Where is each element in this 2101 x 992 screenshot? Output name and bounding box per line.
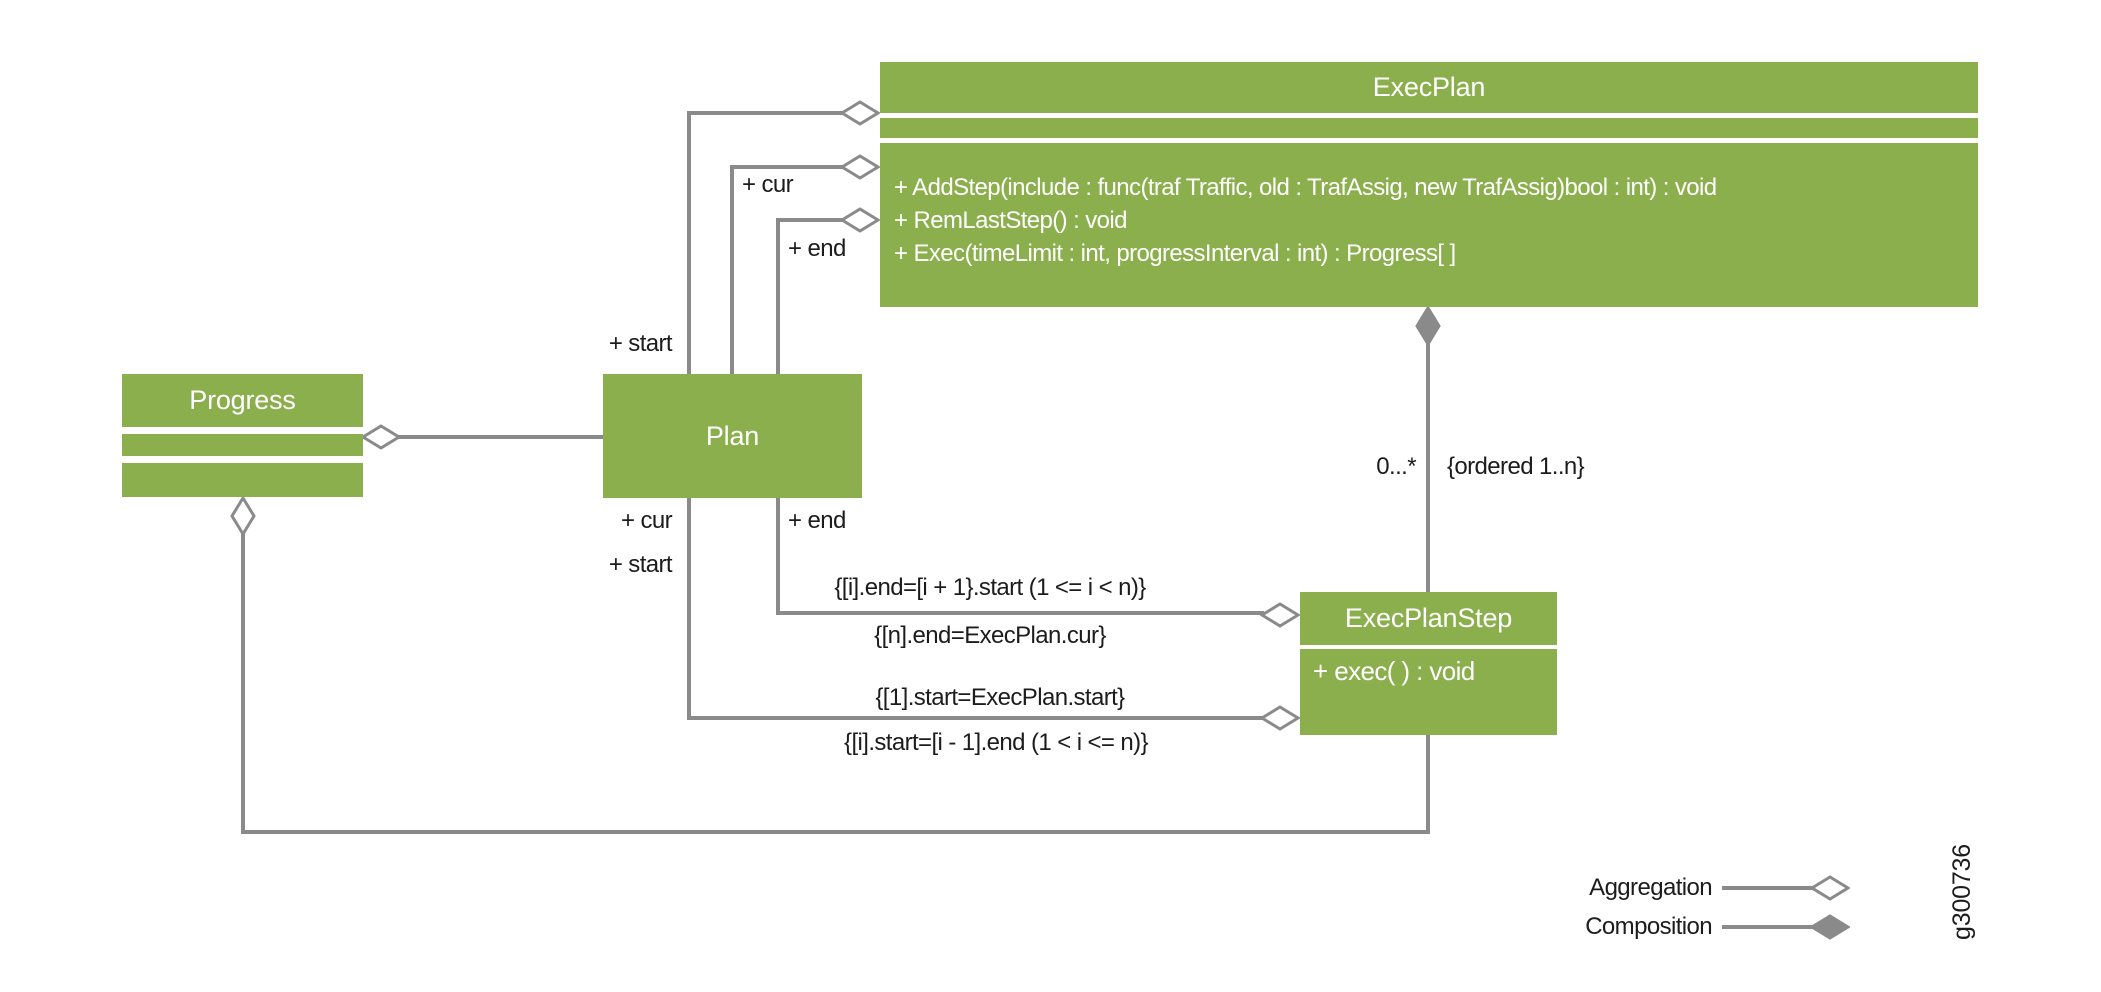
role-label-plan-bottom-end: + end (788, 507, 846, 534)
aggregation-diamond-icon (1260, 601, 1300, 629)
multiplicity-label-steps: 0...* (1376, 453, 1416, 480)
class-execplanstep-title (1300, 592, 1557, 645)
class-execplan-methods (880, 143, 1978, 307)
class-name: Plan (705, 420, 760, 451)
class-progress (122, 374, 363, 497)
constraint-label-start-chain: {[i].start=[i - 1].end (1 < i <= n)} (844, 729, 1148, 756)
ordered-constraint-label: {ordered 1..n} (1447, 453, 1585, 480)
class-progress-attributes (122, 434, 363, 456)
aggregation-diamond-icon (840, 153, 880, 181)
role-label-plan-top-start: + start (608, 330, 672, 357)
class-execplanstep-methods (1300, 649, 1557, 688)
connector-plan-step-start-vertical (687, 498, 691, 720)
connector-plan-execplan-end-vertical (776, 218, 780, 374)
aggregation-diamond-icon (840, 99, 880, 127)
connector-plan-step-end-horizontal (776, 611, 1264, 615)
legend-composition-line (1722, 925, 1814, 929)
connector-plan-execplan-cur-horizontal (730, 165, 843, 169)
role-label-plan-bottom-cur: + cur (620, 507, 672, 534)
class-execplan-attributes (880, 118, 1978, 138)
method-signature: + AddStep(include : func(traf Traffic, old : TrafAssig, new TrafAssig)bool : int) : void (894, 174, 1717, 201)
composition-diamond-icon (1414, 306, 1442, 346)
role-label-plan-top-cur: + cur (742, 171, 794, 198)
class-execplanstep (1300, 592, 1557, 735)
class-plan (603, 374, 862, 498)
legend-aggregation-label: Aggregation (1589, 874, 1712, 901)
connector-progress-plan-horizontal (397, 435, 603, 439)
figure-id-label: g300736 (1948, 844, 1976, 940)
method-signature: + RemLastStep() : void (894, 207, 1127, 234)
constraint-label-end-last: {[n].end=ExecPlan.cur} (874, 622, 1106, 649)
class-name: ExecPlanStep (1344, 603, 1513, 633)
connector-progress-step-vertical-left (241, 533, 245, 832)
role-label-plan-bottom-start: + start (608, 551, 672, 578)
aggregation-diamond-icon (361, 423, 401, 451)
legend-composition-label: Composition (1585, 913, 1712, 940)
connector-execplan-step-vertical (1426, 344, 1430, 592)
method-signature: + Exec(timeLimit : int, progressInterval : int) : Progress[ ] (894, 240, 1456, 267)
aggregation-diamond-icon (840, 206, 880, 234)
class-progress-methods (122, 463, 363, 497)
connector-plan-execplan-cur-vertical (730, 165, 734, 374)
class-execplan-title (880, 62, 1978, 113)
aggregation-diamond-icon (229, 496, 257, 536)
connector-progress-step-vertical-right (1426, 735, 1430, 832)
class-execplan (880, 62, 1978, 307)
class-name: ExecPlan (1372, 72, 1486, 102)
connector-plan-execplan-start-vertical (687, 111, 691, 374)
class-progress-title (122, 374, 363, 427)
constraint-label-end-chain: {[i].end=[i + 1}.start (1 <= i < n)} (834, 574, 1146, 601)
aggregation-diamond-icon (1260, 704, 1300, 732)
aggregation-diamond-icon (1810, 874, 1850, 902)
composition-diamond-icon (1810, 913, 1850, 941)
class-name: Progress (189, 385, 296, 415)
connector-progress-step-horizontal (241, 830, 1430, 834)
method-signature: + exec( ) : void (1313, 656, 1475, 686)
connector-plan-step-start-horizontal (687, 716, 1264, 720)
legend-aggregation-line (1722, 886, 1814, 890)
role-label-plan-top-end: + end (788, 235, 846, 262)
constraint-label-start-first: {[1].start=ExecPlan.start} (875, 684, 1125, 711)
connector-plan-execplan-start-horizontal (687, 111, 843, 115)
connector-plan-execplan-end-horizontal (776, 218, 843, 222)
